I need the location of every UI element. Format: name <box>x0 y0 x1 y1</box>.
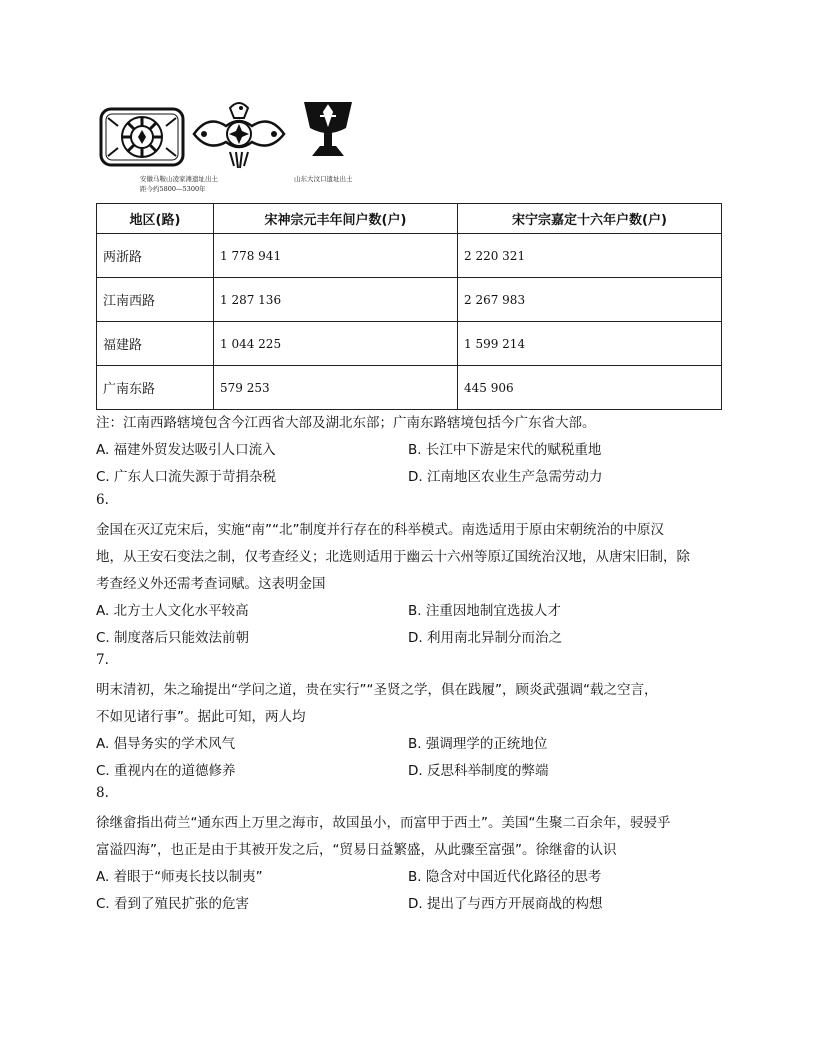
household-table <box>96 203 722 410</box>
q5-option-b[interactable]: B. 长江中下游是宋代的赋税重地 <box>408 442 602 458</box>
table-cell: 1 778 941 <box>214 234 458 278</box>
q7-option-b[interactable]: B. 强调理学的正统地位 <box>408 736 548 752</box>
table-cell: 2 267 983 <box>458 278 722 322</box>
table-header-cell: 地区(路) <box>97 204 214 234</box>
table-cell: 2 220 321 <box>458 234 722 278</box>
table-row <box>97 234 722 278</box>
table-cell: 1 599 214 <box>458 322 722 366</box>
q6-option-c[interactable]: C. 制度落后只能效法前朝 <box>96 630 250 646</box>
table-cell: 福建路 <box>97 322 214 366</box>
table-header-row <box>97 204 722 234</box>
question-text-line: 明末清初，朱之瑜提出“学问之道，贵在实行”“圣贤之学，俱在践履”，顾炎武强调“载之空言， <box>96 682 658 698</box>
table-cell: 1 287 136 <box>214 278 458 322</box>
q6-option-a[interactable]: A. 北方士人文化水平较高 <box>96 603 249 619</box>
question-text-line: 不如见诸行事”。据此可知，两人均 <box>96 709 306 725</box>
question-number: 6. <box>96 492 109 508</box>
table-cell: 江南西路 <box>97 278 214 322</box>
black-pottery-cup-image <box>300 98 356 160</box>
table-cell: 1 044 225 <box>214 322 458 366</box>
question-number: 7. <box>96 652 109 668</box>
q8-option-c[interactable]: C. 看到了殖民扩张的危害 <box>96 896 250 912</box>
table-row <box>97 366 722 410</box>
table-row <box>97 278 722 322</box>
question-text-line: 地，从王安石变法之制，仅考查经义；北选则适用于幽云十六州等原辽国统治汉地，从唐宋旧制，除 <box>96 549 690 565</box>
q7-option-a[interactable]: A. 倡导务实的学术风气 <box>96 736 236 752</box>
q6-option-d[interactable]: D. 利用南北异制分而治之 <box>408 630 562 646</box>
table-cell: 445 906 <box>458 366 722 410</box>
caption-dawenkou: 山东大汶口遗址出土 <box>294 175 353 183</box>
q5-option-d[interactable]: D. 江南地区农业生产急需劳动力 <box>408 469 603 485</box>
table-cell: 广南东路 <box>97 366 214 410</box>
jade-plaque-image <box>98 104 186 170</box>
table-row <box>97 322 722 366</box>
artifact-figure <box>96 96 386 196</box>
question-text-line: 金国在灭辽克宋后，实施“南”“北”制度并行存在的科举模式。南选适用于原由宋朝统治的中原汉 <box>96 522 664 538</box>
q8-option-b[interactable]: B. 隐含对中国近代化路径的思考 <box>408 869 602 885</box>
jade-eagle-image <box>190 96 288 172</box>
table-note: 注：江南西路辖境包含今江西省大部及湖北东部；广南东路辖境包括今广东省大部。 <box>96 415 596 431</box>
caption-lingjiatan-date: 距今约5800—5300年 <box>140 185 206 193</box>
caption-lingjiatan: 安徽马鞍山凌家滩遗址出土 <box>140 175 218 183</box>
table-header-cell: 宋宁宗嘉定十六年户数(户) <box>458 204 722 234</box>
question-text-line: 徐继畲指出荷兰“通东西上万里之海市，故国虽小，而富甲于西土”。美国“生聚二百余年，骎骎乎 <box>96 815 671 831</box>
question-text-line: 考查经义外还需考查词赋。这表明金国 <box>96 576 326 592</box>
q6-option-b[interactable]: B. 注重因地制宜选拔人才 <box>408 603 561 619</box>
q8-option-d[interactable]: D. 提出了与西方开展商战的构想 <box>408 896 603 912</box>
q5-option-a[interactable]: A. 福建外贸发达吸引人口流入 <box>96 442 276 458</box>
table-cell: 579 253 <box>214 366 458 410</box>
question-number: 8. <box>96 785 109 801</box>
q7-option-c[interactable]: C. 重视内在的道德修养 <box>96 763 236 779</box>
table-cell: 两浙路 <box>97 234 214 278</box>
q5-option-c[interactable]: C. 广东人口流失源于苛捐杂税 <box>96 469 277 485</box>
q7-option-d[interactable]: D. 反思科举制度的弊端 <box>408 763 549 779</box>
q8-option-a[interactable]: A. 着眼于“师夷长技以制夷” <box>96 869 263 885</box>
table-header-cell: 宋神宗元丰年间户数(户) <box>214 204 458 234</box>
question-text-line: 富溢四海”，也正是由于其被开发之后，“贸易日益繁盛，从此骤至富强”。徐继畲的认识 <box>96 842 617 858</box>
